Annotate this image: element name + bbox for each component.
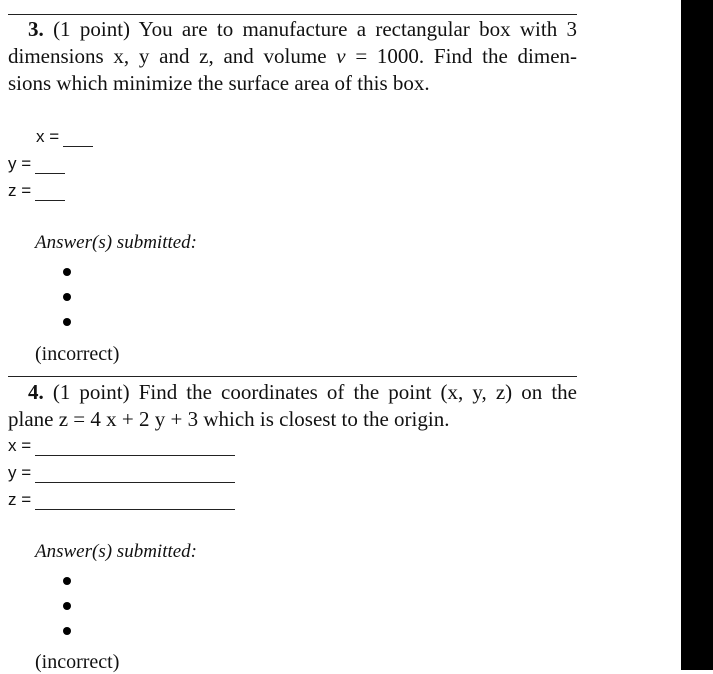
x-label: x = <box>8 436 32 455</box>
y-label: y = <box>8 463 32 482</box>
problem-4-answer-bullet <box>63 602 71 610</box>
z-label: z = <box>8 181 32 200</box>
z-answer-input[interactable] <box>35 495 235 510</box>
problem-4-z-field <box>8 490 235 510</box>
problem-4-statement-line-2: plane z = 4 x + 2 y + 3 which is closest to the origin. <box>8 407 450 431</box>
z-answer-input[interactable] <box>35 186 65 201</box>
problem-3-statement-line-2: dimensions x, y and z, and volume v = 1000. Find the dimen- <box>8 44 578 68</box>
problem-3-answer-bullet <box>63 318 71 326</box>
problem-3-divider <box>8 14 577 15</box>
problem-4-statement-line-1: 4. (1 point) Find the coordinates of the point (x, y, z) on the <box>28 380 577 404</box>
x-label: x = <box>36 127 60 146</box>
problem-4-number: 4. <box>28 380 44 404</box>
problem-3-x-field <box>36 127 93 147</box>
problem-3-y-field <box>8 154 65 174</box>
right-edge-bar <box>681 0 713 670</box>
problem-3-status: (incorrect) <box>35 343 120 365</box>
problem-3-statement-line-1: 3. (1 point) You are to manufacture a rectangular box with 3 <box>28 17 578 41</box>
problem-4-status: (incorrect) <box>35 651 120 673</box>
z-label: z = <box>8 490 32 509</box>
y-answer-input[interactable] <box>35 159 65 174</box>
problem-4-answer-bullet <box>63 577 71 585</box>
y-answer-input[interactable] <box>35 468 235 483</box>
problem-3-z-field <box>8 181 65 201</box>
problem-4-answer-bullet <box>63 627 71 635</box>
problem-3-answer-bullet <box>63 268 71 276</box>
problem-3-statement-line-3: sions which minimize the surface area of this box. <box>8 71 430 95</box>
problem-3-answer-bullet <box>63 293 71 301</box>
problem-4-answers-submitted-label: Answer(s) submitted: <box>35 541 198 562</box>
y-label: y = <box>8 154 32 173</box>
x-answer-input[interactable] <box>35 441 235 456</box>
problem-4-divider <box>8 376 577 377</box>
problem-3-number: 3. <box>28 17 44 41</box>
problem-3-answers-submitted-label: Answer(s) submitted: <box>35 232 198 253</box>
problem-4-y-field <box>8 463 235 483</box>
problem-3-points: (1 point) <box>53 17 131 41</box>
problem-4-x-field <box>8 436 235 456</box>
x-answer-input[interactable] <box>63 132 93 147</box>
problem-4-points: (1 point) <box>52 380 130 404</box>
